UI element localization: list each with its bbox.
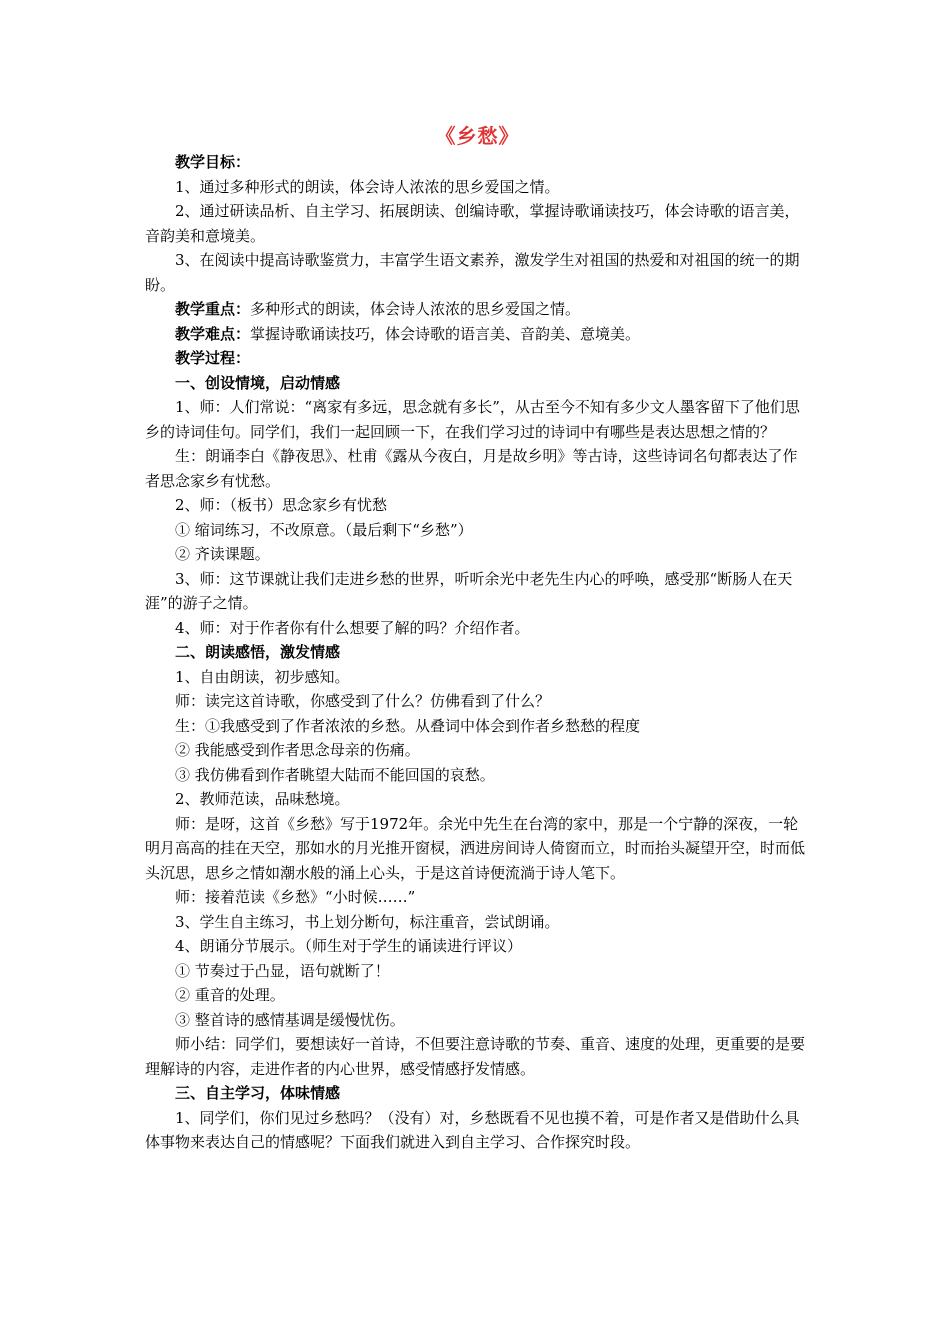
paragraph-text: 生：朗诵李白《静夜思》、杜甫《露从今夜白，月是故乡明》等古诗，这些诗词名句都表达了作者思念家乡有忧愁。 — [145, 447, 798, 490]
paragraph-text: 掌握诗歌诵读技巧，体会诗歌的语言美、音韵美、意境美。 — [250, 324, 641, 343]
paragraph — [145, 934, 810, 959]
paragraph — [145, 1008, 810, 1033]
paragraph — [145, 665, 810, 690]
paragraph — [145, 983, 810, 1008]
paragraph — [145, 640, 810, 665]
paragraph — [145, 199, 810, 248]
paragraph — [145, 689, 810, 714]
paragraph-text: 4、师：对于作者你有什么想要了解的吗？介绍作者。 — [175, 618, 530, 637]
paragraph-text: 3、在阅读中提高诗歌鉴赏力，丰富学生语文素养，激发学生对祖国的热爱和对祖国的统一的期盼。 — [145, 251, 800, 294]
paragraph — [145, 567, 810, 616]
paragraph — [145, 787, 810, 812]
paragraph-text: 师小结：同学们，要想读好一首诗，不但要注意诗歌的节奏、重音、速度的处理，更重要的是要理解诗的内容，走进作者的内心世界，感受情感抒发情感。 — [145, 1035, 806, 1078]
paragraph-text: 2、师：（板书）思念家乡有忧愁 — [175, 496, 388, 514]
paragraph-heading: 三、自主学习，体味情感 — [175, 1084, 341, 1102]
paragraph-text: ③ 整首诗的感情基调是缓慢忧伤。 — [175, 1010, 405, 1029]
paragraph-text: 2、教师范读，品味愁境。 — [175, 790, 350, 808]
paragraph-text: 3、学生自主练习，书上划分断句，标注重音，尝试朗诵。 — [175, 912, 560, 931]
paragraph — [145, 910, 810, 935]
paragraph-heading: 教学目标： — [175, 153, 251, 171]
paragraph-text: ③ 我仿佛看到作者眺望大陆而不能回国的哀愁。 — [175, 765, 495, 784]
paragraph-text: 多种形式的朗读，体会诗人浓浓的思乡爱国之情。 — [250, 300, 581, 318]
paragraph — [145, 150, 810, 175]
paragraph-heading: 教学过程： — [175, 349, 251, 367]
paragraph-heading: 教学难点： — [175, 324, 251, 343]
paragraph-text: 1、师：人们常说：“离家有多远，思念就有多长”，从古至今不知有多少文人墨客留下了他们思乡的诗词佳句。同学们，我们一起回顾一下，在我们学习过的诗词中有哪些是表达思想之情的？ — [145, 398, 800, 441]
paragraph — [145, 542, 810, 567]
paragraph-text: ② 重音的处理。 — [175, 986, 285, 1004]
paragraph — [145, 714, 810, 739]
paragraph — [145, 444, 810, 493]
paragraph-text: ① 节奏过于凸显，语句就断了！ — [175, 961, 390, 980]
paragraph — [145, 371, 810, 396]
paragraph — [145, 812, 810, 886]
paragraph — [145, 395, 810, 444]
paragraph-text: 4、朗诵分节展示。（师生对于学生的诵读进行评议） — [175, 937, 523, 955]
paragraph-text: 1、通过多种形式的朗读，体会诗人浓浓的思乡爱国之情。 — [175, 177, 560, 196]
paragraph — [145, 738, 810, 763]
paragraph-text: 2、通过研读品析、自主学习、拓展朗读、创编诗歌，掌握诗歌诵读技巧，体会诗歌的语言美，音韵美和意境美。 — [145, 202, 800, 245]
paragraph-text: ① 缩词练习，不改原意。（最后剩下“乡愁”） — [175, 520, 473, 539]
paragraph — [145, 763, 810, 788]
paragraph — [145, 616, 810, 641]
document-page — [145, 122, 810, 1155]
paragraph-text: 1、同学们，你们见过乡愁吗？（没有）对，乡愁既看不见也摸不着，可是作者又是借助什么具体事物来表达自己的情感呢？下面我们就进入到自主学习、合作探究时段。 — [145, 1108, 800, 1151]
paragraph-text: 生：①我感受到了作者浓浓的乡愁。从叠词中体会到作者乡愁愁的程度 — [175, 716, 641, 735]
paragraph — [145, 1106, 810, 1155]
document-title: 《乡愁》 — [435, 124, 520, 148]
paragraph — [145, 959, 810, 984]
paragraph-heading: 教学重点： — [175, 300, 251, 318]
paragraph — [145, 346, 810, 371]
paragraph — [145, 885, 810, 910]
paragraph — [145, 1032, 810, 1081]
paragraph-text: 师：读完这首诗歌，你感受到了什么？仿佛看到了什么？ — [175, 692, 551, 710]
paragraph-text: 3、师：这节课就让我们走进乡愁的世界，听听余光中老先生内心的呼唤，感受那“断肠人在天涯”的游子之情。 — [145, 569, 793, 612]
paragraph — [145, 1081, 810, 1106]
paragraph-text: ② 齐读课题。 — [175, 545, 270, 563]
paragraph — [145, 518, 810, 543]
paragraph — [145, 175, 810, 200]
paragraph — [145, 322, 810, 347]
paragraph — [145, 493, 810, 518]
paragraph-text: 1、自由朗读，初步感知。 — [175, 667, 350, 686]
paragraph-text: 师：接着范读《乡愁》“小时候……” — [175, 888, 416, 906]
paragraph-text: ② 我能感受到作者思念母亲的伤痛。 — [175, 741, 420, 759]
paragraph — [145, 248, 810, 297]
document-body — [145, 150, 810, 1155]
paragraph-text: 师：是呀，这首《乡愁》写于1972年。余光中先生在台湾的家中，那是一个宁静的深夜，一轮明月高高的挂在天空，那如水的月光推开窗棂，洒进房间诗人倚窗而立，时而抬头凝望开空，时而低头沉思，思乡之情如潮水般的涌上心头，于是这首诗便流淌于诗人笔下。 — [145, 814, 806, 882]
paragraph-heading: 二、朗读感悟，激发情感 — [175, 643, 341, 661]
paragraph — [145, 297, 810, 322]
paragraph-heading: 一、创设情境，启动情感 — [175, 373, 341, 392]
